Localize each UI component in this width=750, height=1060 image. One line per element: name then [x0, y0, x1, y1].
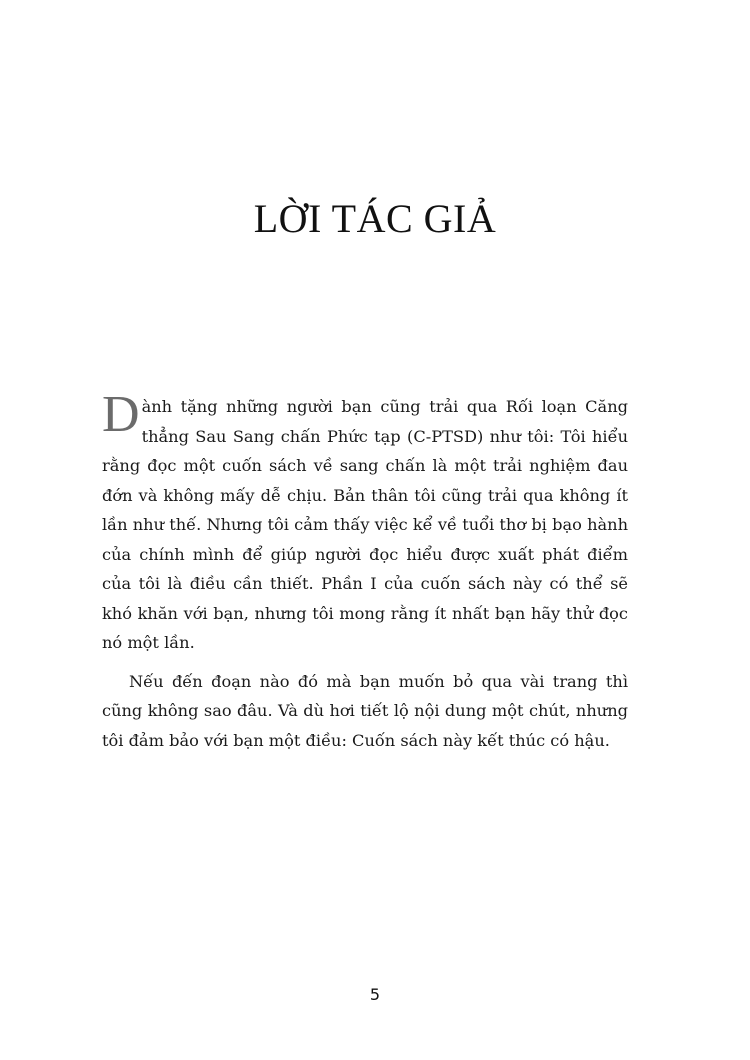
- paragraph-dedication: [102, 386, 628, 658]
- page-number: 5: [369, 985, 381, 1004]
- body-text: [102, 386, 628, 764]
- paragraph-skip-note: Nếu đến đoạn nào đó mà bạn muốn bỏ qua vài trang thì cũng không sao đâu. Và dù hơi tiết lộ nội dung một chút, nhưng tôi đảm bảo với bạn một điều: Cuốn sách này kết thúc có hậu.: [102, 671, 628, 750]
- paragraph-dedication-text: ành tặng những người bạn cũng trải qua Rối loạn Căng thẳng Sau Sang chấn Phức tạp (C-PTSD) như tôi: Tôi hiểu rằng đọc một cuốn sách về sang chấn là một trải nghiệm đau đớn và không mấy dễ chịu. Bản thân tôi cũng trải qua không ít lần như thế. Nhưng tôi cảm thấy việc kể về tuổi thơ bị bạo hành của chính mình để giúp người đọc hiểu được xuất phát điểm của tôi là điều cần thiết. Phần I của cuốn sách này có thể sẽ khó khăn với bạn, nhưng tôi mong rằng ít nhất bạn hãy thử đọc nó một lần.: [102, 397, 628, 652]
- page-title: LỜI TÁC GIẢ: [253, 196, 497, 241]
- drop-cap: D: [102, 386, 140, 443]
